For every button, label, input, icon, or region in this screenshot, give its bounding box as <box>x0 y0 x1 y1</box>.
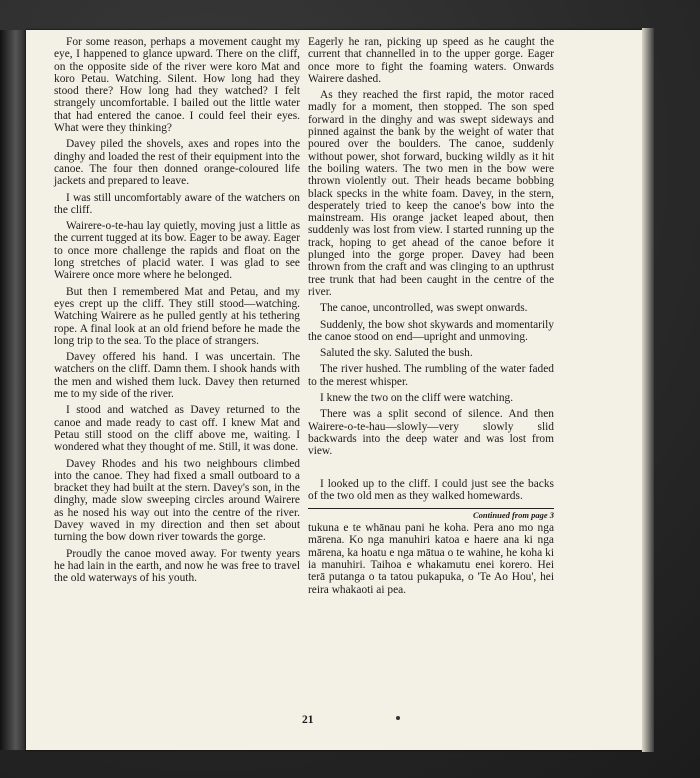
paragraph: I looked up to the cliff. I could just see the backs of the two old men as they walked homewards. <box>308 477 554 502</box>
paragraph: Eagerly he ran, picking up speed as he caught the current that channelled in to the upper gorge. Eager once more to fight the foaming waters. Onwards Wairere dashed. <box>308 36 554 85</box>
paragraph: There was a split second of silence. And then Wairere-o-te-hau—slowly—very slowly slid backwards into the deep water and was lost from view. <box>308 408 554 458</box>
continued-from-label: Continued from page 3 <box>473 510 554 521</box>
page-number: 21 <box>302 714 314 726</box>
left-text-column <box>54 36 300 588</box>
paragraph: I stood and watched as Davey returned to the canoe and made ready to cast off. I knew Mat and Petau still stood on the cliff above me, waiting. I wondered what they thought of me. Still, it was done. <box>54 404 300 454</box>
paragraph: For some reason, perhaps a movement caught my eye, I happened to glance upward. There on the cliff, on the opposite side of the river were koro Mat and koro Petau. Watching. Silent. How long had they stood there? How long had they watched? I felt strangely uncomfortable. I bailed out the little water that had entered the canoe. I could feel their eyes. What were they thinking? <box>54 36 300 135</box>
paragraph: Suddenly, the bow shot skywards and momentarily the canoe stood on end—upright and unmoving. <box>308 318 554 343</box>
right-text-column <box>308 36 554 600</box>
page-edge <box>642 28 654 752</box>
paragraph: The river hushed. The rumbling of the water faded to the merest whisper. <box>308 363 554 388</box>
section-break <box>308 462 554 478</box>
paragraph: Saluted the sky. Saluted the bush. <box>320 347 473 360</box>
paragraph: I was still uncomfortably aware of the watchers on the cliff. <box>54 191 300 216</box>
paragraph: Proudly the canoe moved away. For twenty years he had lain in the earth, and now he was free to travel the old waterways of his youth. <box>54 547 300 585</box>
book-gutter <box>0 30 26 750</box>
paragraph: I knew the two on the cliff were watching. <box>320 392 514 405</box>
paragraph: Davey piled the shovels, axes and ropes into the dinghy and loaded the rest of their equipment into the canoe. The four then donned orange-coloured life jackets and prepared to leave. <box>54 138 300 188</box>
paragraph: Davey offered his hand. I was uncertain. The watchers on the cliff. Damn them. I shook hands with the men and wished them luck. Davey then returned me to my side of the river. <box>54 351 300 401</box>
paragraph: But then I remembered Mat and Petau, and my eyes crept up the cliff. They still stood—watching. Watching Wairere as he pulled gently at his tethering rope. A final look at an old friend before he made the long trip to the sea. To the place of strangers. <box>54 285 300 347</box>
paragraph: As they reached the first rapid, the motor raced madly for a moment, then stopped. The son sped forward in the dinghy and was swept sideways and pinned against the bank by the weight of water that poured over the boulders. The canoe, suddenly without power, shot forward, bucking wildly as it hit the boiling waters. The two men in the bow were thrown violently out. Their heads became bobbing black specks in the white foam. Davey, in the stern, desperately tried to keep the canoe's bow into the mainstream. His orange jacket leaped about, then suddenly was lost from view. I started running up the track, hoping to get ahead of the canoe before it plunged into the gorge proper. Davey had been thrown from the craft and was clinging to an upthrust tree trunk that had been caught in the centre of the river. <box>308 89 554 298</box>
continued-text: tukuna e te whānau pani he koha. Pera ano mo nga mārena. Ko nga manuhiri katoa e haere ana ki nga mārena, ka hoatu e nga mātua o te wahine, he koha ki ia manuhiri. Taihoa e whakamutu enei korero. Hei terā putanga o ta tatou pukapuka, o 'Te Ao Hou', hei reira whakaoti ai pea. <box>308 522 554 596</box>
ink-dot <box>396 716 400 720</box>
divider-rule <box>308 508 554 509</box>
paragraph: The canoe, uncontrolled, was swept onwards. <box>320 302 528 315</box>
paragraph: Davey Rhodes and his two neighbours climbed into the canoe. They had fixed a small outboard to a bracket they had built at the stern. Davey's son, in the dinghy, made slow sweeping circles around Wairere as he nosed his way out into the centre of the river. Davey waved in my direction and then set about turning the bow down river towards the gorge. <box>54 457 300 544</box>
paragraph: Wairere-o-te-hau lay quietly, moving just a little as the current tugged at its bow. Eager to be away. Eager to once more challenge the rapids and float on the long stretches of placid water. I was glad to see Wairere once more where he belonged. <box>54 220 300 282</box>
